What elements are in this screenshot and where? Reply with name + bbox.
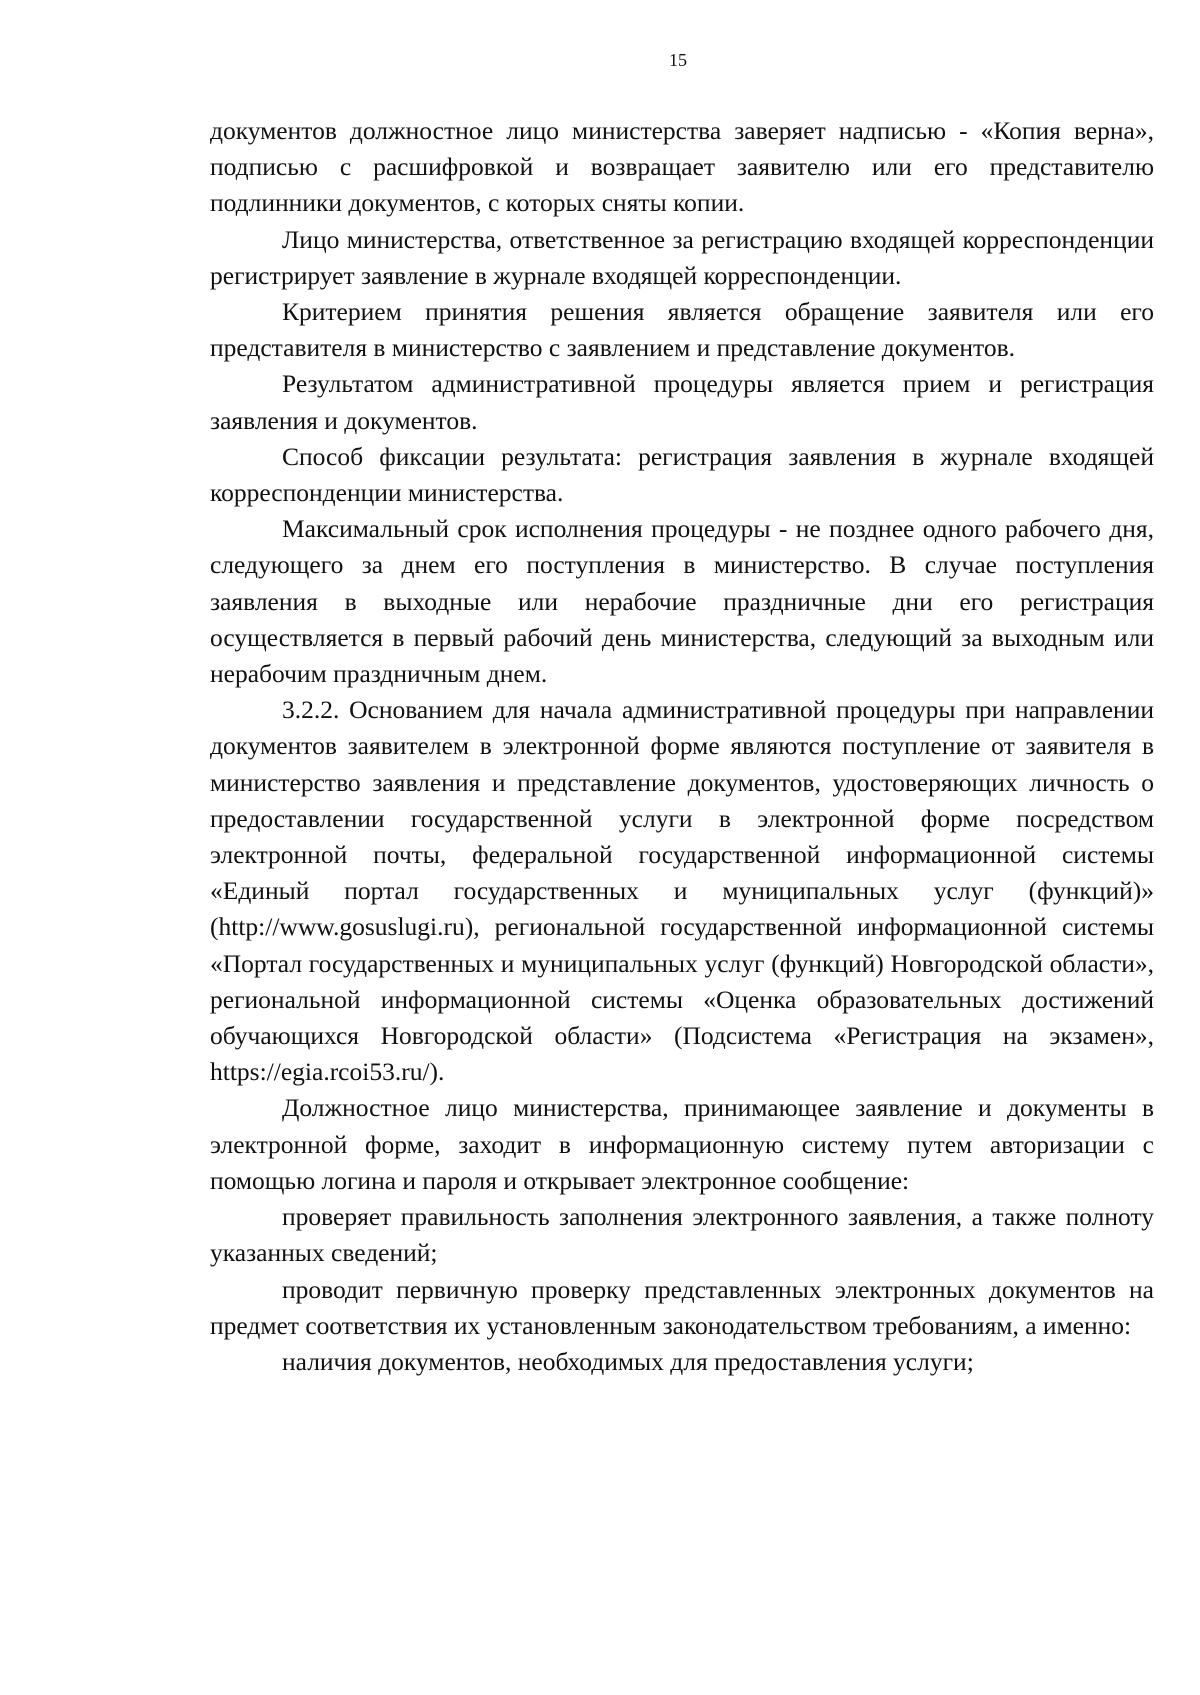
paragraph-primary-check: проводит первичную проверку представленных электронных документов на предмет соответствия их установленным законодательством требованиям, а именно:: [210, 1274, 1154, 1340]
paragraph-documents-presence: наличия документов, необходимых для предоставления услуги;: [282, 1346, 974, 1376]
paragraph-max-term: Максимальный срок исполнения процедуры - не позднее одного рабочего дня, следующего за днем его поступления в министерство. В случае поступления заявления в выходные или нерабочие праздничные дни его регистрация осуществляется в первый рабочий день министерства, следующий за выходным или нерабочим праздничным днем.: [210, 514, 1154, 689]
paragraph-fixation: Способ фиксации результата: регистрация заявления в журнале входящей корреспонденции министерства.: [210, 441, 1154, 508]
paragraph-official: Должностное лицо министерства, принимающее заявление и документы в электронной форме, заходит в информационную систему путем авторизации с помощью логина и пароля и открывает электронное сообщение:: [210, 1093, 1154, 1195]
paragraph-checks-correctness: проверяет правильность заполнения электронного заявления, а также полноту указанных сведений;: [210, 1202, 1154, 1268]
paragraph-result: Результатом административной процедуры является прием и регистрация заявления и документов.: [210, 369, 1154, 435]
document-body: [210, 113, 1154, 1380]
paragraph-continuation: документов должностное лицо министерства заверяет надписью - «Копия верна», подписью с расшифровкой и возвращает заявителю или его представителю подлинники документов, с которых сняты копии.: [210, 116, 1154, 218]
page-number: 15: [669, 50, 687, 70]
paragraph-registration: Лицо министерства, ответственное за регистрацию входящей корреспонденции регистрирует заявление в журнале входящей корреспонденции.: [210, 224, 1154, 290]
paragraph-3-2-2: 3.2.2. Основанием для начала административной процедуры при направлении документов заявителем в электронной форме являются поступление от заявителя в министерство заявления и представление документов, удостоверяющих личность о предоставлении государственной услуги в электронной форме посредством электронной почты, федеральной государственной информационной системы «Единый портал государственных и муниципальных услуг (функций)» (http://www.gosuslugi.ru), региональной государственной информационной системы «Портал государственных и муниципальных услуг (функций) Новгородской области», региональной информационной системы «Оценка образовательных достижений обучающихся Новгородской области» (Подсистема «Регистрация на экзамен», https://egia.rcoi53.ru/).: [210, 695, 1154, 1087]
paragraph-criterion: Критерием принятия решения является обращение заявителя или его представителя в министерство с заявлением и представление документов.: [210, 297, 1154, 363]
